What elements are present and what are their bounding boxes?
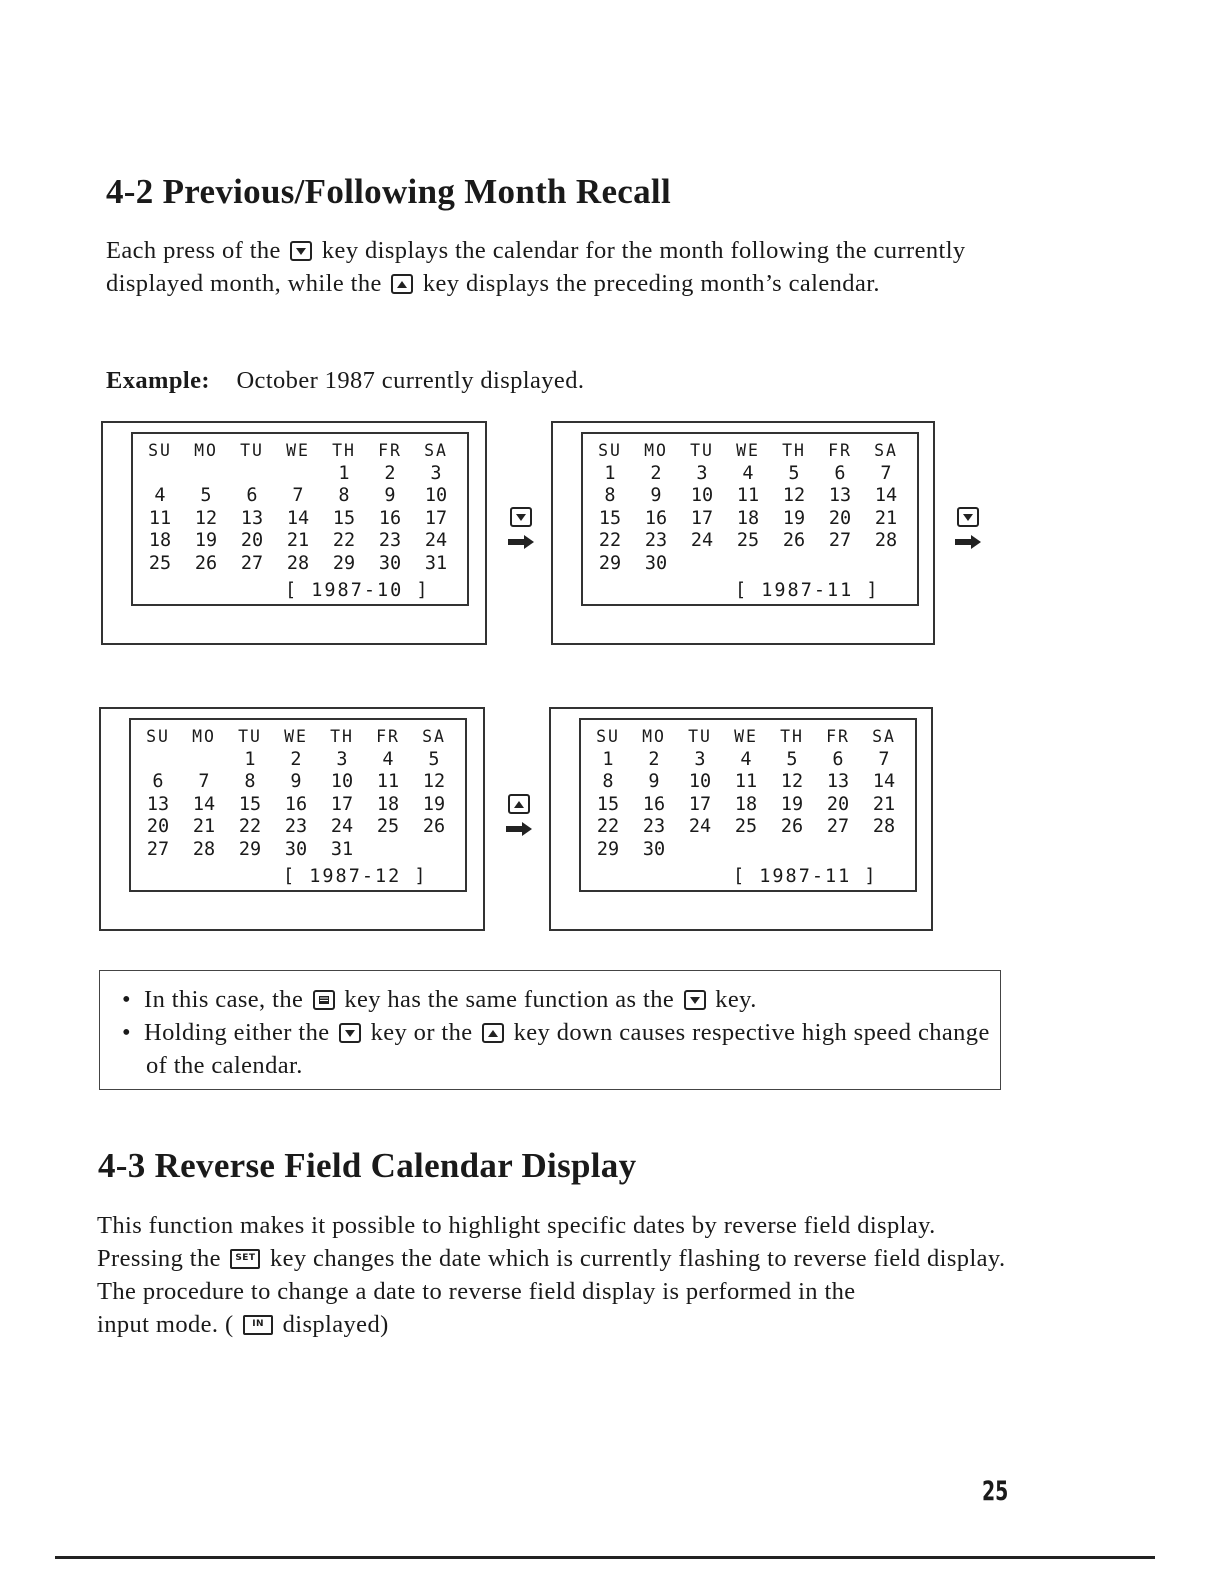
day-cell: 14 xyxy=(874,485,898,506)
day-cell xyxy=(861,839,907,862)
week-row xyxy=(135,771,457,794)
day-cell: 2 xyxy=(648,748,660,770)
day-cell: 23 xyxy=(642,816,666,837)
day-cell: 4 xyxy=(154,485,166,506)
day-header: WE xyxy=(736,441,760,460)
day-cell: 16 xyxy=(378,507,402,529)
day-cell: 21 xyxy=(286,530,310,551)
intro-text-1: Each press of the xyxy=(106,237,281,264)
example-label: Example: xyxy=(106,367,210,394)
day-header: SU xyxy=(596,727,620,746)
week-row xyxy=(585,749,907,772)
day-header: SU xyxy=(148,441,172,460)
down-key-icon xyxy=(339,1023,361,1043)
week-row xyxy=(585,771,907,794)
day-cell: 4 xyxy=(742,462,754,484)
up-key-icon xyxy=(508,794,530,814)
calendar-grid-3 xyxy=(135,726,457,861)
day-cell xyxy=(815,839,861,862)
note-box xyxy=(99,970,1001,1090)
day-cell: 15 xyxy=(596,793,620,815)
down-key-icon xyxy=(684,990,706,1010)
day-cell: 26 xyxy=(422,816,446,837)
note-bullet-1: • In this case, the key has the same function as the key. xyxy=(122,986,757,1013)
day-cell: 6 xyxy=(246,485,258,506)
day-cell: 20 xyxy=(826,793,850,815)
day-cell: 29 xyxy=(332,552,356,574)
day-cell: 19 xyxy=(194,530,218,551)
day-cell: 12 xyxy=(780,771,804,792)
day-cell: 25 xyxy=(376,816,400,837)
calendar-footer-4: [ 1987-11 ] xyxy=(733,866,878,887)
day-cell: 11 xyxy=(148,507,172,529)
week-row xyxy=(137,530,459,553)
day-cell: 1 xyxy=(244,748,256,770)
day-cell xyxy=(183,463,229,486)
right-arrow-icon xyxy=(506,535,536,549)
day-cell: 18 xyxy=(734,793,758,815)
day-cell: 16 xyxy=(284,793,308,815)
day-cell: 11 xyxy=(376,771,400,792)
day-cell: 24 xyxy=(330,816,354,837)
day-cell: 29 xyxy=(238,838,262,860)
day-cell: 22 xyxy=(238,816,262,837)
reverse-text: displayed) xyxy=(282,1311,389,1338)
day-header: WE xyxy=(284,727,308,746)
day-cell: 3 xyxy=(694,748,706,770)
day-header: TU xyxy=(688,727,712,746)
day-cell: 23 xyxy=(284,816,308,837)
day-header: WE xyxy=(286,441,310,460)
day-cell: 12 xyxy=(194,507,218,529)
day-cell: 25 xyxy=(148,552,172,574)
calendar-footer-1: [ 1987-10 ] xyxy=(285,580,430,601)
day-cell: 18 xyxy=(736,507,760,529)
right-arrow-icon xyxy=(953,535,983,549)
day-cell: 1 xyxy=(338,462,350,484)
day-cell: 17 xyxy=(690,507,714,529)
intro-text-3: key displays the preceding month’s calendar. xyxy=(422,270,880,297)
day-header: TH xyxy=(780,727,804,746)
day-header: TU xyxy=(240,441,264,460)
week-row xyxy=(587,553,909,576)
example-text: October 1987 currently displayed. xyxy=(236,367,585,394)
day-cell: 14 xyxy=(872,771,896,792)
day-cell: 26 xyxy=(782,530,806,551)
reverse-text: input mode. ( xyxy=(97,1311,234,1338)
day-cell xyxy=(135,749,181,772)
day-cell: 10 xyxy=(688,771,712,792)
day-cell: 28 xyxy=(872,816,896,837)
day-header: SU xyxy=(598,441,622,460)
day-cell: 7 xyxy=(198,771,210,792)
day-header: FR xyxy=(378,441,402,460)
week-row xyxy=(135,794,457,817)
week-row xyxy=(585,816,907,839)
calendar-footer-3: [ 1987-12 ] xyxy=(283,866,428,887)
day-cell: 12 xyxy=(422,771,446,792)
day-cell: 31 xyxy=(424,552,448,574)
calendar-screen-4 xyxy=(579,718,917,892)
reverse-line-1: This function makes it possible to highlight specific dates by reverse field display. xyxy=(97,1212,936,1239)
day-header: MO xyxy=(642,727,666,746)
day-cell: 13 xyxy=(240,507,264,529)
day-cell: 15 xyxy=(332,507,356,529)
day-cell: 17 xyxy=(424,507,448,529)
day-cell: 12 xyxy=(782,485,806,506)
day-header: TU xyxy=(690,441,714,460)
day-cell: 17 xyxy=(688,793,712,815)
day-cell: 26 xyxy=(780,816,804,837)
day-cell xyxy=(275,463,321,486)
day-cell xyxy=(677,839,723,862)
up-key-icon xyxy=(391,274,413,294)
day-cell: 23 xyxy=(644,530,668,551)
day-cell: 10 xyxy=(690,485,714,506)
calendar-frame-1 xyxy=(101,421,487,645)
day-cell: 31 xyxy=(330,838,354,860)
day-header: FR xyxy=(376,727,400,746)
day-cell: 3 xyxy=(696,462,708,484)
week-row xyxy=(587,508,909,531)
day-cell xyxy=(679,553,725,576)
day-header: SU xyxy=(146,727,170,746)
reverse-line-2 xyxy=(97,1242,1007,1275)
week-row xyxy=(587,485,909,508)
day-cell: 24 xyxy=(690,530,714,551)
note-text: key or the xyxy=(370,1019,473,1046)
day-cell: 5 xyxy=(428,748,440,770)
day-cell: 30 xyxy=(378,552,402,574)
day-cell: 19 xyxy=(422,793,446,815)
note-bullet-2: • Holding either the key or the key down causes respective high speed change of the calendar. xyxy=(122,1019,990,1079)
day-cell: 14 xyxy=(286,507,310,529)
up-key-icon xyxy=(482,1023,504,1043)
day-cell: 4 xyxy=(740,748,752,770)
day-cell: 21 xyxy=(874,507,898,529)
week-row xyxy=(587,463,909,486)
down-key-icon xyxy=(510,507,532,527)
day-cell xyxy=(411,839,457,862)
day-cell: 8 xyxy=(604,485,616,506)
day-cell: 3 xyxy=(336,748,348,770)
menu-key-icon xyxy=(313,990,335,1010)
week-row xyxy=(587,530,909,553)
day-cell: 6 xyxy=(832,748,844,770)
reverse-text: Pressing the xyxy=(97,1245,221,1272)
day-cell: 24 xyxy=(424,530,448,551)
reverse-text: key changes the date which is currently flashing to reverse field display. xyxy=(269,1245,1006,1272)
day-cell: 2 xyxy=(384,462,396,484)
day-cell: 17 xyxy=(330,793,354,815)
day-cell: 25 xyxy=(736,530,760,551)
week-row xyxy=(137,463,459,486)
note-text: key down causes respective high speed change of the calendar. xyxy=(146,1019,990,1079)
day-cell: 1 xyxy=(602,748,614,770)
day-cell xyxy=(771,553,817,576)
intro-text-2: key displays the calendar for the month following the currently displayed month, while the xyxy=(106,237,966,297)
set-key-icon: SET xyxy=(230,1249,260,1269)
day-cell: 21 xyxy=(192,816,216,837)
day-cell: 7 xyxy=(880,462,892,484)
day-header: SA xyxy=(424,441,448,460)
day-header: FR xyxy=(828,441,852,460)
day-cell: 9 xyxy=(384,485,396,506)
day-cell: 6 xyxy=(152,771,164,792)
day-cell: 20 xyxy=(240,530,264,551)
week-row xyxy=(135,749,457,772)
nav-down-2 xyxy=(948,507,988,549)
calendar-screen-2 xyxy=(581,432,919,606)
day-cell: 13 xyxy=(828,485,852,506)
week-row xyxy=(585,839,907,862)
calendar-frame-2 xyxy=(551,421,935,645)
week-row xyxy=(137,485,459,508)
day-cell: 21 xyxy=(872,793,896,815)
day-header: SA xyxy=(422,727,446,746)
day-cell xyxy=(817,553,863,576)
day-cell: 1 xyxy=(604,462,616,484)
day-cell: 30 xyxy=(642,838,666,860)
nav-down-1 xyxy=(501,507,541,549)
day-cell: 5 xyxy=(788,462,800,484)
day-cell: 7 xyxy=(292,485,304,506)
day-cell: 8 xyxy=(338,485,350,506)
right-arrow-icon xyxy=(504,822,534,836)
calendar-screen-3 xyxy=(129,718,467,892)
week-row xyxy=(135,816,457,839)
day-cell: 9 xyxy=(648,771,660,792)
day-cell: 22 xyxy=(598,530,622,551)
day-cell: 11 xyxy=(734,771,758,792)
note-text: key. xyxy=(715,986,757,1013)
day-cell: 20 xyxy=(828,507,852,529)
day-cell: 27 xyxy=(826,816,850,837)
day-cell: 4 xyxy=(382,748,394,770)
day-cell: 10 xyxy=(330,771,354,792)
page-number: 25 xyxy=(982,1476,1009,1507)
day-cell: 27 xyxy=(240,552,264,574)
day-cell: 11 xyxy=(736,485,760,506)
day-cell: 15 xyxy=(238,793,262,815)
week-row xyxy=(137,508,459,531)
day-header: MO xyxy=(194,441,218,460)
down-key-icon xyxy=(957,507,979,527)
day-cell: 10 xyxy=(424,485,448,506)
section-title-4-3: 4-3 Reverse Field Calendar Display xyxy=(98,1146,637,1185)
day-cell: 19 xyxy=(780,793,804,815)
day-cell: 28 xyxy=(286,552,310,574)
calendar-grid-2 xyxy=(587,440,909,575)
day-header: TH xyxy=(782,441,806,460)
calendar-grid-4 xyxy=(585,726,907,861)
reverse-line-4 xyxy=(97,1308,1007,1341)
note-text: In this case, the xyxy=(144,986,304,1013)
day-header: SA xyxy=(874,441,898,460)
day-cell: 30 xyxy=(284,838,308,860)
day-cell: 27 xyxy=(146,838,170,860)
day-cell: 19 xyxy=(782,507,806,529)
intro-paragraph xyxy=(106,234,1016,300)
day-header: MO xyxy=(644,441,668,460)
day-header: TH xyxy=(330,727,354,746)
day-cell: 2 xyxy=(290,748,302,770)
week-row xyxy=(135,839,457,862)
day-header: TU xyxy=(238,727,262,746)
bottom-rule xyxy=(55,1556,1155,1559)
day-cell: 28 xyxy=(874,530,898,551)
day-header: MO xyxy=(192,727,216,746)
day-header: TH xyxy=(332,441,356,460)
day-cell: 22 xyxy=(596,816,620,837)
day-cell: 13 xyxy=(146,793,170,815)
in-indicator-icon: IN xyxy=(243,1315,273,1335)
nav-up-1 xyxy=(499,794,539,836)
day-header: WE xyxy=(734,727,758,746)
day-cell xyxy=(863,553,909,576)
day-cell: 7 xyxy=(878,748,890,770)
day-cell: 14 xyxy=(192,793,216,815)
calendar-frame-4 xyxy=(549,707,933,931)
day-cell: 5 xyxy=(786,748,798,770)
day-cell: 22 xyxy=(332,530,356,551)
day-cell: 3 xyxy=(430,462,442,484)
calendar-grid-1 xyxy=(137,440,459,575)
day-cell: 16 xyxy=(644,507,668,529)
day-cell: 27 xyxy=(828,530,852,551)
day-cell: 20 xyxy=(146,816,170,837)
day-cell: 9 xyxy=(650,485,662,506)
day-cell: 30 xyxy=(644,552,668,574)
calendar-screen-1 xyxy=(131,432,469,606)
day-cell xyxy=(723,839,769,862)
day-cell: 18 xyxy=(148,530,172,551)
day-cell xyxy=(365,839,411,862)
week-row xyxy=(585,794,907,817)
day-cell: 8 xyxy=(244,771,256,792)
day-header: SA xyxy=(872,727,896,746)
week-row xyxy=(137,553,459,576)
day-cell: 29 xyxy=(596,838,620,860)
day-cell xyxy=(769,839,815,862)
calendar-frame-3 xyxy=(99,707,485,931)
example-line xyxy=(106,364,584,397)
calendar-footer-2: [ 1987-11 ] xyxy=(735,580,880,601)
day-cell: 23 xyxy=(378,530,402,551)
day-cell: 13 xyxy=(826,771,850,792)
day-header: FR xyxy=(826,727,850,746)
day-cell xyxy=(181,749,227,772)
day-cell: 16 xyxy=(642,793,666,815)
down-key-icon xyxy=(290,241,312,261)
section-title-4-2: 4-2 Previous/Following Month Recall xyxy=(106,172,671,211)
reverse-field-paragraph xyxy=(97,1209,1007,1341)
day-cell: 18 xyxy=(376,793,400,815)
day-cell xyxy=(725,553,771,576)
day-cell: 26 xyxy=(194,552,218,574)
day-cell: 25 xyxy=(734,816,758,837)
day-cell: 24 xyxy=(688,816,712,837)
reverse-line-3: The procedure to change a date to reverse field display is performed in the xyxy=(97,1278,856,1305)
day-cell: 29 xyxy=(598,552,622,574)
day-cell: 8 xyxy=(602,771,614,792)
day-cell: 5 xyxy=(200,485,212,506)
note-text: Holding either the xyxy=(144,1019,330,1046)
day-cell xyxy=(137,463,183,486)
note-text: key has the same function as the xyxy=(344,986,675,1013)
day-cell: 28 xyxy=(192,838,216,860)
day-cell: 6 xyxy=(834,462,846,484)
day-cell xyxy=(229,463,275,486)
day-cell: 15 xyxy=(598,507,622,529)
day-cell: 2 xyxy=(650,462,662,484)
day-cell: 9 xyxy=(290,771,302,792)
